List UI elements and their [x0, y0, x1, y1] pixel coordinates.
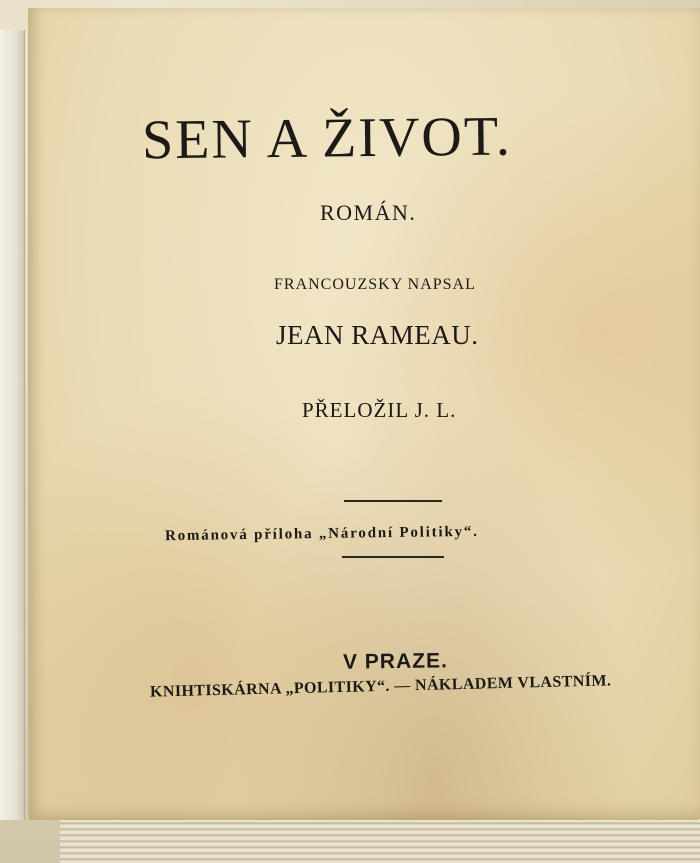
publisher-imprint: KNIHTISKÁRNA „POLITIKY“. — NÁKLADEM VLASTNÍM.: [149, 672, 612, 701]
divider-top: [344, 500, 442, 502]
author-name: JEAN RAMEAU.: [276, 320, 479, 350]
adjacent-book-edge: [0, 30, 25, 820]
page-edges: [60, 813, 700, 863]
genre-label: ROMÁN.: [320, 200, 417, 225]
publication-place: V PRAZE.: [342, 649, 449, 674]
translator-credit: PŘELOŽIL J. L.: [302, 398, 457, 422]
book-title: SEN A ŽIVOT.: [141, 105, 513, 172]
title-page: [28, 8, 700, 820]
byline: FRANCOUZSKY NAPSAL: [274, 276, 476, 293]
supplement-note: Románová příloha „Národní Politiky“.: [164, 523, 479, 545]
divider-bottom: [342, 556, 444, 558]
